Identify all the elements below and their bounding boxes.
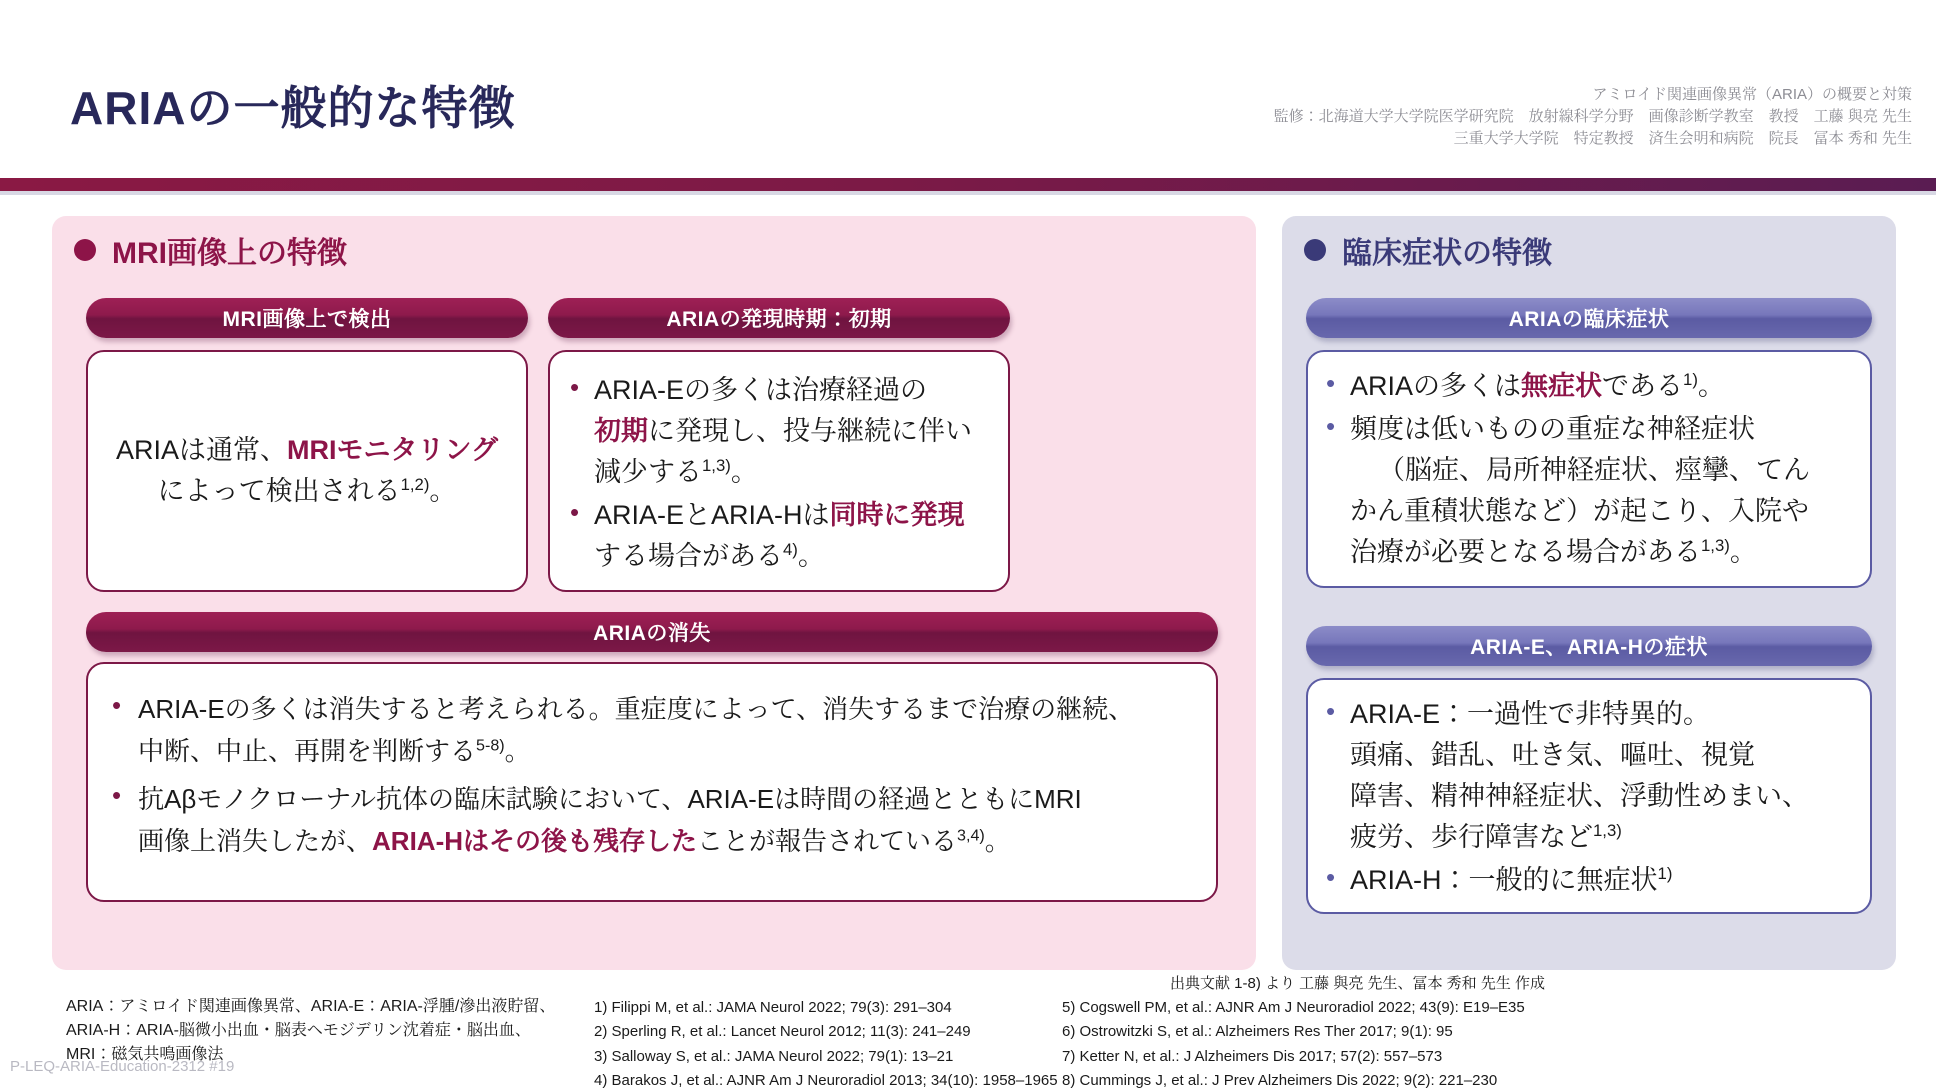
header-divider-thin [0, 191, 1936, 195]
card-aria-onset-inner [550, 352, 1008, 577]
clin2-p3: かん重積状態など）が起こり、入院や [1350, 496, 1809, 527]
sym1-p1: ARIA-E：一過性で非特異的。 [1350, 699, 1711, 729]
res2-p3: ことが報告されている [697, 826, 958, 857]
reference-item: 7) Ketter N, et al.: J Alzheimers Dis 2017; 57(2): 557–573 [1062, 1047, 1443, 1065]
abbrev-line-1: ARIA：アミロイド関連画像異常、ARIA-E：ARIA-浮腫/滲出液貯留、 [66, 998, 556, 1015]
reference-item: 1) Filippi M, et al.: JAMA Neurol 2022; 79(3): 291–304 [594, 999, 952, 1016]
card-aria-eh-symptoms-inner [1308, 680, 1870, 901]
list-item [1320, 860, 1858, 901]
detect-emphasis: MRIモニタリング [287, 434, 498, 465]
card-clinical-symptoms-inner [1308, 352, 1870, 573]
sym2-p1: ARIA-H：一般的に無症状 [1350, 865, 1658, 896]
clin2-p4: 治療が必要となる場合がある [1350, 537, 1701, 568]
res2-p1: 抗Aβモノクローナル抗体の臨床試験において、ARIA-Eは時間の経過とともにMRI [138, 784, 1082, 815]
resolution-list [106, 688, 1196, 862]
reference-item: 8) Cummings J, et al.: J Prev Alzheimers Dis 2022; 9(2): 221–230 [1062, 1071, 1498, 1089]
references-column-left [594, 996, 1058, 1092]
onset2-em: 同時に発現 [829, 500, 965, 531]
pill-aria-resolution-label: ARIAの消失 [593, 622, 711, 645]
page-title: ARIAの一般的な特徴 [70, 82, 516, 134]
list-item [564, 370, 992, 493]
credit-line-3: 三重大学大学院 特定教授 済生会明和病院 院長 冨本 秀和 先生 [1453, 129, 1912, 147]
credit-line-2: 監修：北海道大学大学院医学研究院 放射線科学分野 画像診断学教室 教授 工藤 與亮 先生 [1273, 107, 1912, 125]
onset1-sup: 1,3) [702, 456, 731, 476]
res2-sup: 3,4) [957, 826, 985, 845]
pill-aria-resolution [86, 612, 1218, 652]
list-item [1320, 409, 1858, 573]
panel-right-heading-label: 臨床症状の特徴 [1342, 237, 1552, 270]
clin1-em: 無症状 [1521, 371, 1603, 401]
clin2-p2: （脳症、局所神経症状、痙攣、てん [1378, 455, 1810, 486]
res1-p2: 中断、中止、再開を判断する [138, 736, 477, 767]
sym1-p3: 障害、精神神経症状、浮動性めまい、 [1350, 781, 1809, 812]
card-aria-resolution-inner [88, 664, 1216, 862]
res2-p2: 画像上消失したが、 [138, 826, 373, 857]
card-mri-detection-text [108, 430, 506, 512]
sym1-sup: 1,3) [1593, 821, 1622, 841]
onset1-em: 初期 [594, 416, 648, 447]
abbrev-line-3: MRI：磁気共鳴画像法 [66, 1046, 224, 1063]
reference-item: 6) Ostrowitzki S, et al.: Alzheimers Res Ther 2017; 9(1): 95 [1062, 1023, 1453, 1041]
abbrev-line-2: ARIA-H：ARIA-脳微小出血・脳表ヘモジデリン沈着症・脳出血、 [66, 1022, 531, 1039]
clin1-p3: 。 [1697, 371, 1725, 401]
clin2-p1: 頻度は低いものの重症な神経症状 [1350, 414, 1755, 445]
slide-id: P-LEQ-ARIA-Education-2312 #19 [10, 1058, 235, 1075]
clin1-sup: 1) [1683, 370, 1698, 389]
pill-aria-eh-symptoms-label: ARIA-E、ARIA-Hの症状 [1470, 636, 1708, 659]
panel-left-heading-label: MRI画像上の特徴 [112, 237, 347, 270]
sym1-p4: 疲労、歩行障害など [1350, 822, 1593, 853]
clin1-p1: ARIAの多くは [1350, 371, 1522, 401]
bullet-dot-icon [1304, 239, 1326, 261]
reference-item: 2) Sperling R, et al.: Lancet Neurol 2012; 11(3): 241–249 [594, 1023, 971, 1041]
res2-em: ARIA-Hはその後も残存した [372, 826, 698, 857]
onset1-p4: 。 [730, 457, 758, 488]
header-credits [1274, 84, 1912, 149]
list-item [106, 778, 1196, 862]
sym1-p2: 頭痛、錯乱、吐き気、嘔吐、視覚 [1350, 740, 1755, 771]
reference-item: 5) Cogswell PM, et al.: AJNR Am J Neuroradiol 2022; 43(9): E19–E35 [1062, 999, 1525, 1016]
header-divider-bar [0, 178, 1936, 191]
card-aria-eh-symptoms [1306, 678, 1872, 914]
onset1-p2: に発現し、投与継続に伴い [648, 416, 972, 447]
onset1-p1: ARIA-Eの多くは治療経過の [594, 375, 928, 405]
pill-mri-detection [86, 298, 528, 338]
res1-p3: 。 [504, 736, 531, 767]
reference-item: 4) Barakos J, et al.: AJNR Am J Neuroradiol 2013; 34(10): 1958–1965 [594, 1071, 1058, 1089]
symptoms-list [1320, 694, 1858, 901]
detect-prefix: ARIAは通常、 [116, 434, 288, 465]
clin1-p2: である [1602, 371, 1684, 401]
credit-line-1: アミロイド関連画像異常（ARIA）の概要と対策 [1592, 86, 1912, 103]
list-item [1320, 694, 1858, 858]
pill-aria-onset [548, 298, 1010, 338]
pill-mri-detection-label: MRI画像上で検出 [222, 308, 392, 331]
detect-line2: によって検出される [157, 476, 401, 506]
clin2-sup: 1,3) [1701, 536, 1730, 556]
panel-left-heading [52, 216, 1256, 272]
card-mri-detection [86, 350, 528, 592]
list-item [564, 495, 992, 577]
list-item [1320, 366, 1858, 407]
panel-right-heading [1282, 216, 1896, 272]
onset2-sup: 4) [783, 540, 798, 560]
abbreviations-block [66, 995, 555, 1067]
onset-list [564, 370, 992, 577]
list-item [106, 688, 1196, 772]
pill-clinical-symptoms-label: ARIAの臨床症状 [1508, 308, 1670, 331]
onset1-p3: 減少する [594, 457, 702, 488]
onset2-p2: する場合がある [594, 541, 783, 572]
source-note: 出典文献 1-8) より 工藤 與亮 先生、冨本 秀和 先生 作成 [1170, 975, 1546, 992]
card-clinical-symptoms [1306, 350, 1872, 588]
res2-p4: 。 [984, 826, 1011, 857]
card-aria-onset [548, 350, 1010, 592]
references-column-right [1062, 996, 1525, 1092]
sym2-sup: 1) [1657, 864, 1673, 884]
res1-sup: 5-8) [476, 736, 505, 755]
pill-aria-onset-label: ARIAの発現時期：初期 [666, 308, 892, 331]
reference-item: 3) Salloway S, et al.: JAMA Neurol 2022; 79(1): 13–21 [594, 1047, 954, 1065]
bullet-dot-icon [74, 239, 96, 261]
onset2-p4: 。 [797, 541, 825, 572]
onset2-p1: ARIA-EとARIA-Hは [594, 500, 830, 531]
clin2-p5: 。 [1729, 537, 1757, 568]
clinical-list [1320, 366, 1858, 573]
card-aria-resolution [86, 662, 1218, 902]
pill-aria-eh-symptoms [1306, 626, 1872, 666]
detect-suffix: 。 [429, 476, 457, 506]
detect-sup: 1,2) [400, 475, 430, 494]
res1-p1: ARIA-Eの多くは消失すると考えられる。重症度によって、消失するまで治療の継続、 [138, 694, 1135, 724]
pill-clinical-symptoms [1306, 298, 1872, 338]
